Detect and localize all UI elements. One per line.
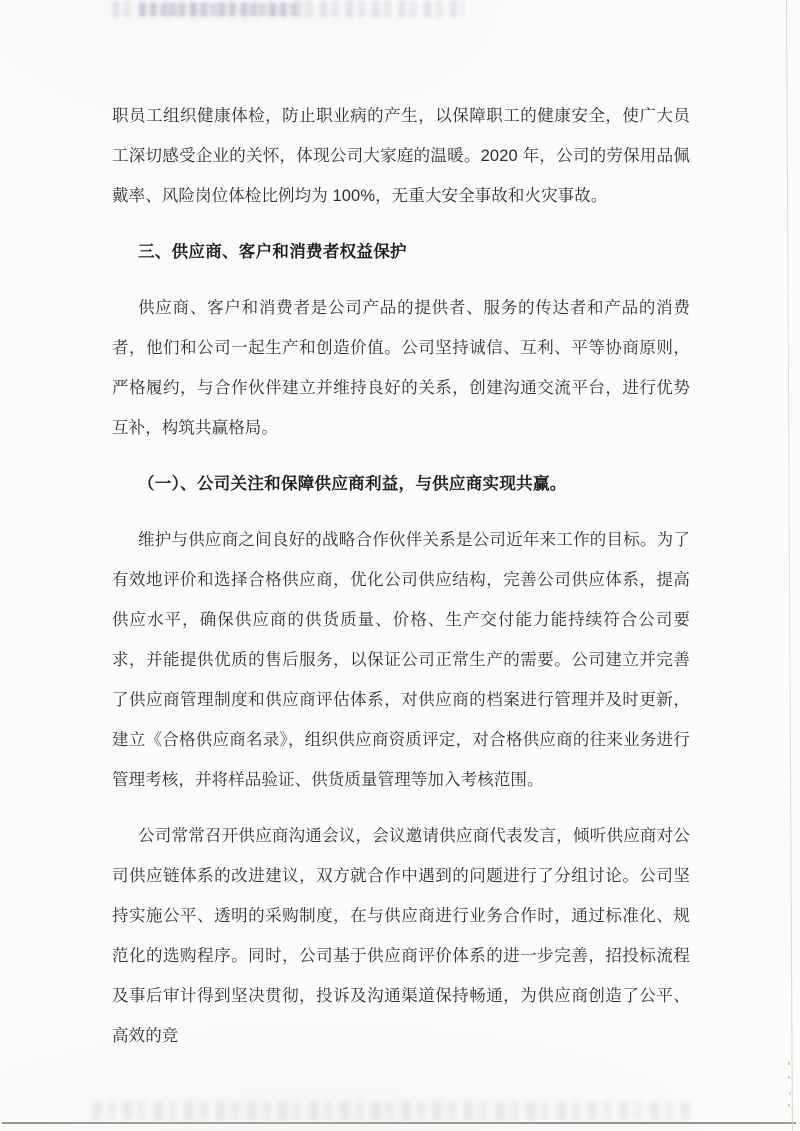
subsection-heading-supplier-win-win: （一）、公司关注和保障供应商利益，与供应商实现共赢。 — [138, 475, 567, 493]
paragraph-supplier-management-system: 维护与供应商之间良好的战略合作伙伴关系是公司近年来工作的目标。为了有效地评价和选择合格供应商，优化公司供应结构，完善公司供应体系，提高供应水平，确保供应商的供货质量、价格、生产交付能力能持续符合公司要求，并能提供优质的售后服务，以保证公司正常生产的需要。公司建立并完善了供应商管理制度和供应商评估体系，对供应商的档案进行管理并及时更新，建立《合格供应商名录》，组织供应商资质评定，对合格供应商的往来业务进行管理考核，并将样品验证、供货质量管理等加入考核范围。 — [112, 531, 690, 789]
paragraph-employee-health-safety: 职员工组织健康体检，防止职业病的产生，以保障职工的健康安全，使广大员工深切感受企业的关怀，体现公司大家庭的温暖。2020 年，公司的劳保用品佩戴率、风险岗位体检比例均为 100%，无重大安全事故和火灾事故。 — [112, 107, 690, 205]
bleed-through-top-dense — [140, 3, 300, 16]
bleed-through-bottom — [92, 1101, 692, 1120]
paragraph-supplier-communication-procurement: 公司常常召开供应商沟通会议，会议邀请供应商代表发言，倾听供应商对公司供应链体系的改进建议，双方就合作中遇到的问题进行了分组讨论。公司坚持实施公平、透明的采购制度，在与供应商进行业务合作时，通过标准化、规范化的选购程序。同时，公司基于供应商评价体系的进一步完善，招投标流程及事后审计得到坚决贯彻，投诉及沟通渠道保持畅通，为供应商创造了公平、高效的竞 — [112, 827, 690, 1045]
document-content — [112, 96, 690, 1056]
paragraph-supplier-customer-value-creation: 供应商、客户和消费者是公司产品的提供者、服务的传达者和产品的消费者，他们和公司一起生产和创造价值。公司坚持诚信、互利、平等协商原则，严格履约，与合作伙伴建立并维持良好的关系，创建沟通交流平台，进行优势互补，构筑共赢格局。 — [112, 299, 690, 437]
section-heading-supplier-customer-consumer-rights: 三、供应商、客户和消费者权益保护 — [138, 243, 407, 261]
page-right-edge-line — [786, 0, 793, 1131]
page-bottom-edge-line — [2, 1122, 796, 1124]
scan-artifact-specks — [788, 1062, 790, 1065]
